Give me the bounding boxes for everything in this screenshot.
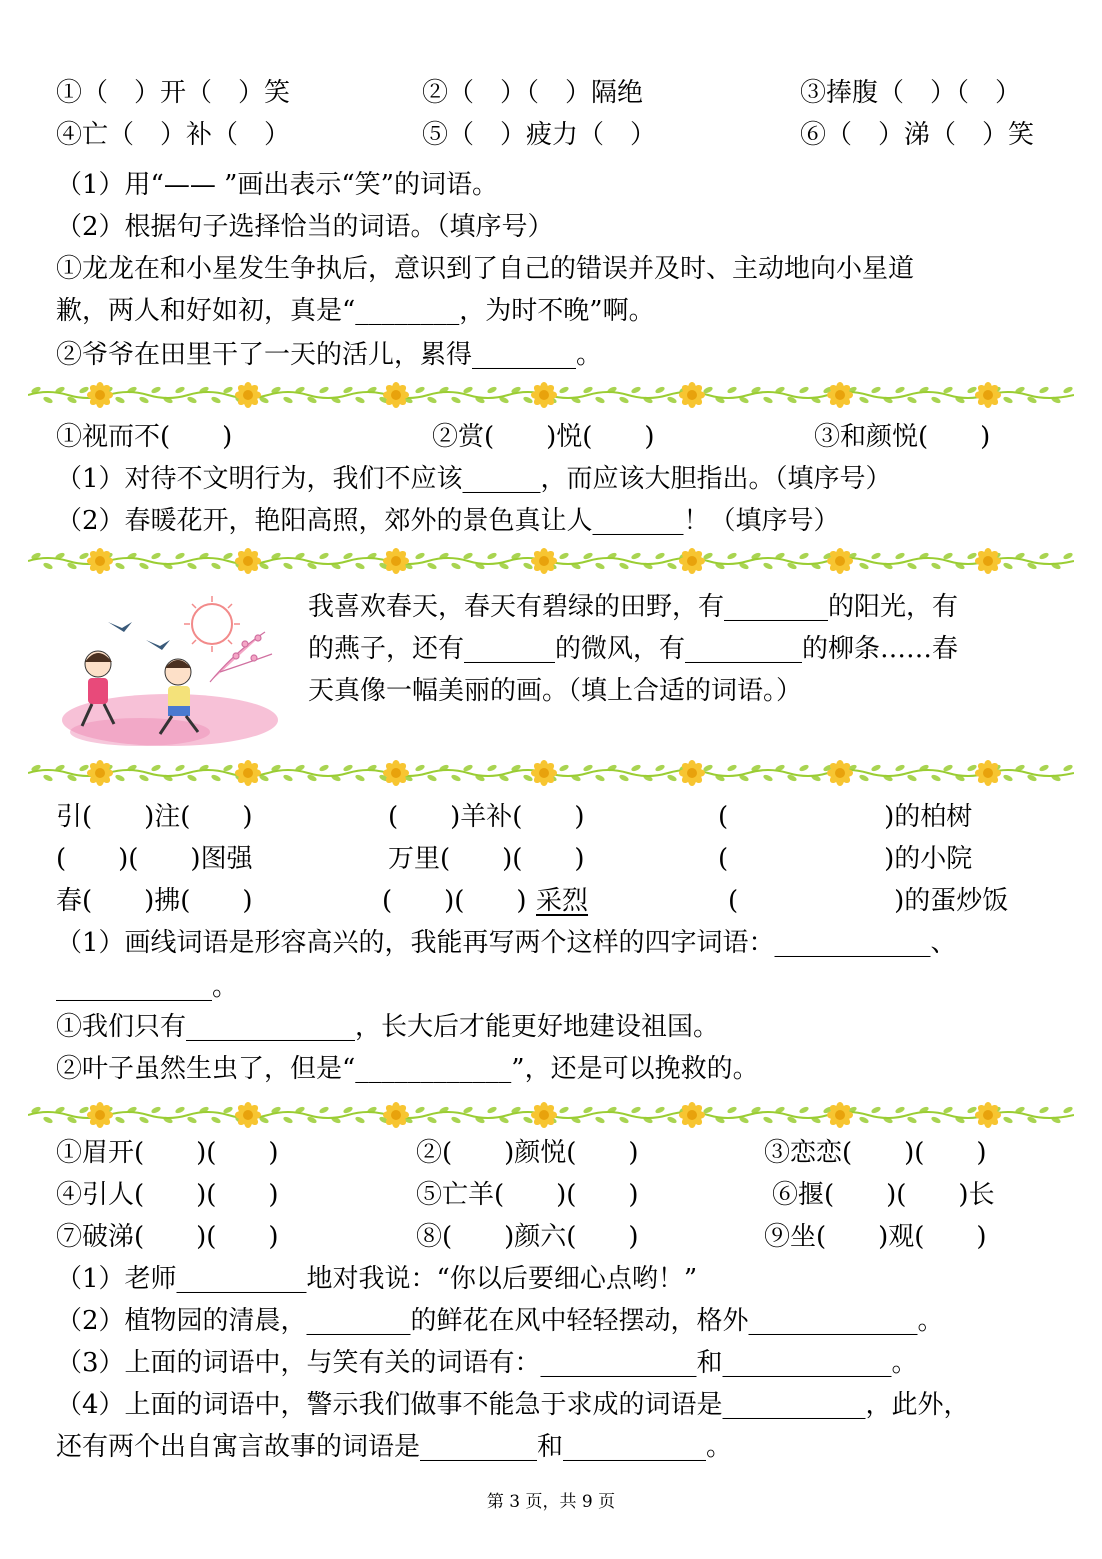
s5-row2 <box>0 1178 1102 1212</box>
s1-sentence-1b[interactable]: 歉，两人和好如初，真是“________，为时不晚”啊。 <box>56 296 655 326</box>
s5-item-7[interactable]: ⑦破涕( )( ) <box>56 1222 279 1252</box>
flower-icon <box>679 760 705 786</box>
flower-icon <box>827 548 853 574</box>
flower-vine-divider <box>28 1100 1074 1130</box>
s1-item-2[interactable]: ②（ ）（ ）隔绝 <box>422 78 644 108</box>
s1-item-1[interactable]: ①（ ）开（ ）笑 <box>56 78 291 108</box>
flower-icon <box>383 382 409 408</box>
s4-question-1-cont[interactable]: ____________。 <box>56 972 239 1002</box>
s3-line-3: 天真像一幅美丽的画。（填上合适的词语。） <box>308 676 803 706</box>
s5-question-3[interactable]: （3）上面的词语中，与笑有关的词语有：____________和_____________。 <box>56 1348 918 1378</box>
s5-item-5[interactable]: ⑤亡羊( )( ) <box>416 1180 639 1210</box>
s4-item-9[interactable]: ( )的蛋炒饭 <box>728 886 1009 916</box>
spring-children-illustration <box>60 592 280 750</box>
flower-icon <box>531 548 557 574</box>
flower-icon <box>975 548 1001 574</box>
s5-item-1[interactable]: ①眉开( )( ) <box>56 1138 279 1168</box>
s5-question-1[interactable]: （1）老师__________地对我说：“你以后要细心点哟！” <box>56 1264 698 1294</box>
flower-icon <box>531 760 557 786</box>
flower-vine-divider <box>28 380 1074 410</box>
s5-row3 <box>0 1220 1102 1254</box>
s2-question-1[interactable]: （1）对待不文明行为，我们不应该______，而应该大胆指出。（填序号） <box>56 464 892 494</box>
s5-item-4[interactable]: ④引人( )( ) <box>56 1180 279 1210</box>
s4-row3 <box>0 884 1102 918</box>
s2-question-2[interactable]: （2）春暖花开，艳阳高照，郊外的景色真让人_______！（填序号） <box>56 506 840 536</box>
s4-row1 <box>0 800 1102 834</box>
flower-icon <box>531 1102 557 1128</box>
flower-icon <box>531 382 557 408</box>
s4-item-4[interactable]: ( )( )图强 <box>56 844 253 874</box>
s5-item-6[interactable]: ⑥揠( )( )长 <box>772 1180 995 1210</box>
s5-item-8[interactable]: ⑧( )颜六( ) <box>416 1222 639 1252</box>
s2-item-3[interactable]: ③和颜悦( ) <box>814 422 991 452</box>
s5-item-2[interactable]: ②( )颜悦( ) <box>416 1138 639 1168</box>
flower-vine-divider <box>28 546 1074 576</box>
s5-row1 <box>0 1136 1102 1170</box>
s4-item-5[interactable]: 万里( )( ) <box>388 844 585 874</box>
s1-item-4[interactable]: ④亡（ ）补（ ） <box>56 120 291 150</box>
flower-icon <box>87 1102 113 1128</box>
s4-item-2[interactable]: ( )羊补( ) <box>388 802 585 832</box>
page-footer: 第 3 页，共 9 页 <box>486 1492 616 1512</box>
s5-question-2[interactable]: （2）植物园的清晨，________的鲜花在风中轻轻摆动，格外_____________。 <box>56 1306 944 1336</box>
s4-item-3[interactable]: ( )的柏树 <box>718 802 973 832</box>
s1-row2 <box>0 118 1102 152</box>
flower-icon <box>827 382 853 408</box>
s4-item-6[interactable]: ( )的小院 <box>718 844 973 874</box>
s2-row1 <box>0 420 1102 454</box>
s4-item-1[interactable]: 引( )注( ) <box>56 802 253 832</box>
flower-icon <box>235 548 261 574</box>
flower-icon <box>87 760 113 786</box>
s5-question-4b[interactable]: 还有两个出自寓言故事的词语是_________和___________。 <box>56 1432 733 1462</box>
s3-line-2[interactable]: 的燕子，还有_______的微风，有_________的柳条……春 <box>308 634 959 664</box>
s4-item-8-underlined: 采烈 <box>536 886 589 916</box>
s5-item-3[interactable]: ③恋恋( )( ) <box>764 1138 987 1168</box>
flower-icon <box>383 548 409 574</box>
s5-question-4a[interactable]: （4）上面的词语中，警示我们做事不能急于求成的词语是___________，此外， <box>56 1390 970 1420</box>
s4-item-7[interactable]: 春( )拂( ) <box>56 886 253 916</box>
s1-sentence-2[interactable]: ②爷爷在田里干了一天的活儿，累得________。 <box>56 340 603 370</box>
flower-icon <box>87 382 113 408</box>
s4-sentence-1[interactable]: ①我们只有_____________，长大后才能更好地建设祖国。 <box>56 1012 720 1042</box>
s4-row2 <box>0 842 1102 876</box>
flower-icon <box>679 548 705 574</box>
s2-item-1[interactable]: ①视而不( ) <box>56 422 233 452</box>
flower-icon <box>235 382 261 408</box>
flower-icon <box>975 382 1001 408</box>
flower-icon <box>827 760 853 786</box>
s5-item-9[interactable]: ⑨坐( )观( ) <box>764 1222 987 1252</box>
flower-icon <box>679 1102 705 1128</box>
flower-icon <box>975 760 1001 786</box>
flower-icon <box>975 1102 1001 1128</box>
flower-icon <box>679 382 705 408</box>
s1-row1 <box>0 76 1102 110</box>
s1-question-1: （1）用“—— ”画出表示“笑”的词语。 <box>56 170 498 200</box>
flower-vine-divider <box>28 758 1074 788</box>
flower-icon <box>383 760 409 786</box>
s2-item-2[interactable]: ②赏( )悦( ) <box>432 422 655 452</box>
flower-icon <box>235 1102 261 1128</box>
s4-sentence-2[interactable]: ②叶子虽然生虫了，但是“____________”，还是可以挽救的。 <box>56 1054 759 1084</box>
s1-item-5[interactable]: ⑤（ ）疲力（ ） <box>422 120 657 150</box>
s4-question-1[interactable]: （1）画线词语是形容高兴的，我能再写两个这样的四字词语：____________、 <box>56 928 957 958</box>
s1-item-6[interactable]: ⑥（ ）涕（ ）笑 <box>800 120 1035 150</box>
s4-item-8-blanks[interactable]: ( )( ) <box>382 886 527 916</box>
flower-icon <box>383 1102 409 1128</box>
s1-question-2: （2）根据句子选择恰当的词语。（填序号） <box>56 212 554 242</box>
flower-icon <box>827 1102 853 1128</box>
s1-item-3[interactable]: ③捧腹（ ）（ ） <box>800 78 1022 108</box>
flower-icon <box>235 760 261 786</box>
s3-line-1[interactable]: 我喜欢春天，春天有碧绿的田野，有________的阳光，有 <box>308 592 959 622</box>
flower-icon <box>87 548 113 574</box>
s1-sentence-1a: ①龙龙在和小星发生争执后，意识到了自己的错误并及时、主动地向小星道 <box>56 254 915 284</box>
